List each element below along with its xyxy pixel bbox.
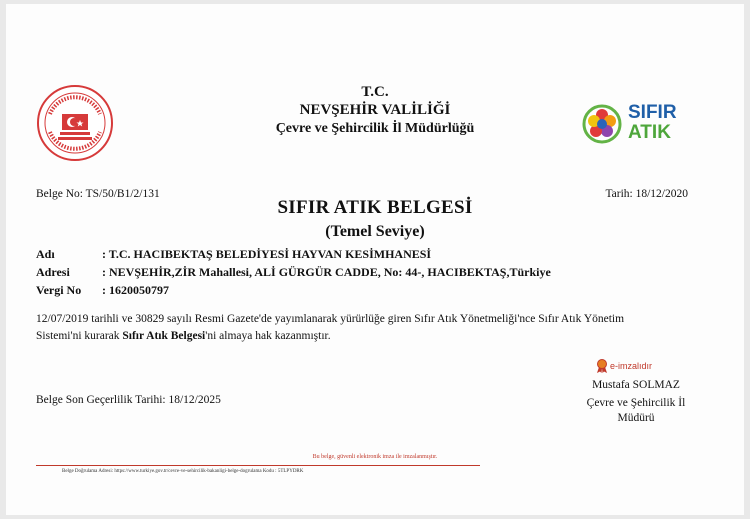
signature-block xyxy=(566,378,706,426)
signer-title-1: Çevre ve Şehircilik İl xyxy=(586,397,686,409)
body-line-2 xyxy=(36,328,726,345)
field-value-adi: : T.C. HACIBEKTAŞ BELEDİYESİ HAYVAN KESİMHANESİ xyxy=(102,247,432,261)
header-tc: T.C. xyxy=(361,84,389,100)
e-imza-text: e-imzalıdır xyxy=(610,361,653,371)
belge-tarih: Tarih: 18/12/2020 xyxy=(605,188,688,200)
signer-title-2: Müdürü xyxy=(617,412,655,424)
field-label-adi: Adı xyxy=(36,247,55,261)
logo-text-bottom: ATIK xyxy=(628,122,671,143)
document-title: SIFIR ATIK BELGESİ xyxy=(277,197,473,218)
footer-divider xyxy=(36,465,480,466)
verification-text: Belge Doğrulama Adresi: https://www.turkiye.gov.tr/cevre-ve-sehircilik-bakanligi-belge-dogrulama Kodu : 5TLPYDRK xyxy=(62,469,304,474)
body-line-2-pre: Sistemi'ni kurarak xyxy=(36,330,123,342)
logo-text-top: SIFIR xyxy=(628,102,677,123)
body-line-2-bold: Sıfır Atık Belgesi xyxy=(122,330,206,342)
body-paragraph xyxy=(36,311,726,345)
field-label-vergi-no: Vergi No xyxy=(36,283,82,297)
body-line-1: 12/07/2019 tarihli ve 30829 sayılı Resmi Gazete'de yayımlanarak yürürlüğe giren Sıfır Atık Yönetmeliği'nce Sıfır Atık Yönetim xyxy=(36,313,625,325)
header-valilik: NEVŞEHİR VALİLİĞİ xyxy=(299,102,451,118)
field-value-adresi: : NEVŞEHİR,ZİR Mahallesi, ALİ GÜRGÜR CADDE, No: 44-, HACIBEKTAŞ,Türkiye xyxy=(102,265,551,279)
field-label-adresi: Adresi xyxy=(36,265,70,279)
document-subtitle: (Temel Seviye) xyxy=(325,223,425,240)
body-line-2-post: 'ni almaya hak kazanmıştır. xyxy=(205,330,331,342)
belge-no: Belge No: TS/50/B1/2/131 xyxy=(36,188,160,200)
validity-date: Belge Son Geçerlilik Tarihi: 18/12/2025 xyxy=(36,394,221,406)
header-mudurluk: Çevre ve Şehircilik İl Müdürlüğü xyxy=(275,121,475,136)
ribbon-badge-icon xyxy=(596,359,608,373)
esign-note: Bu belge, güvenli elektronik imza ile imzalanmıştır. xyxy=(312,454,438,460)
field-value-vergi-no: : 1620050797 xyxy=(102,283,169,297)
document-page xyxy=(6,4,744,515)
signer-name: Mustafa SOLMAZ xyxy=(592,379,680,391)
